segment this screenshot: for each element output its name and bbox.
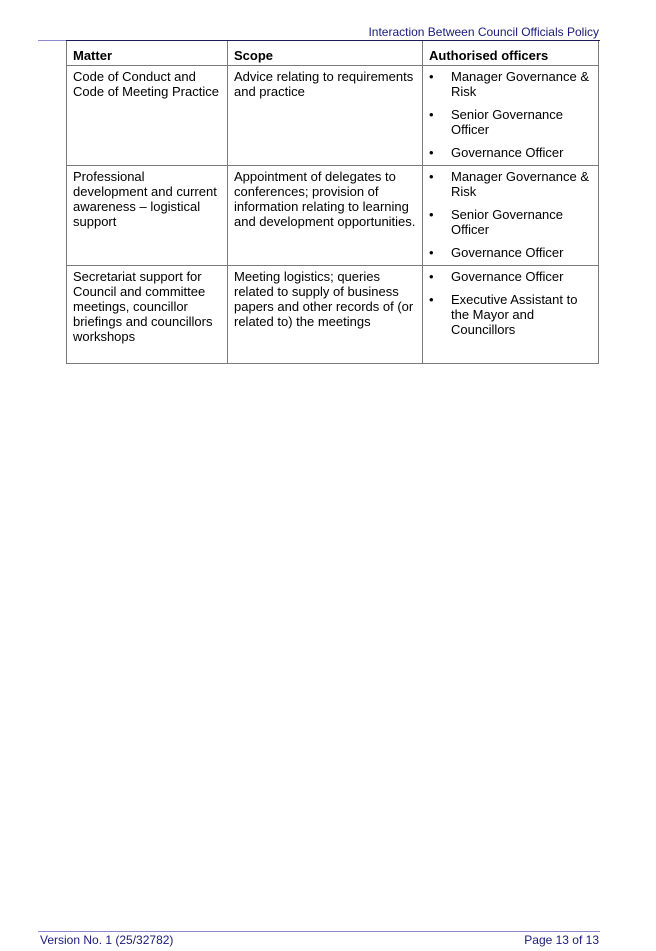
bullet-icon: • (429, 292, 434, 307)
column-header-matter: Matter (67, 41, 228, 66)
footer-version: Version No. 1 (25/32782) (40, 933, 174, 947)
list-item: • Governance Officer (429, 245, 564, 260)
bullet-icon: • (429, 145, 434, 160)
cell-matter: Secretariat support for Council and committee meetings, councillor briefings and councillors workshops (67, 266, 228, 364)
cell-officers (423, 66, 599, 166)
list-item: • Manager Governance & Risk (429, 169, 590, 199)
table-row (67, 66, 599, 166)
list-item: • Governance Officer (429, 269, 564, 284)
list-item: • Senior Governance Officer (429, 107, 564, 137)
officers-list (429, 269, 592, 337)
cell-matter: Professional development and current awareness – logistical support (67, 166, 228, 266)
cell-scope: Meeting logistics; queries related to supply of business papers and other records of (or related to) the meetings (228, 266, 423, 364)
officers-list (429, 169, 592, 260)
bullet-icon: • (429, 207, 434, 222)
bullet-icon: • (429, 169, 434, 184)
list-item: • Executive Assistant to the Mayor and Councillors (429, 292, 578, 337)
cell-scope: Advice relating to requirements and practice (228, 66, 423, 166)
bullet-icon: • (429, 245, 434, 260)
column-header-scope: Scope (228, 41, 423, 66)
cell-officers (423, 166, 599, 266)
cell-officers (423, 266, 599, 364)
footer-rule (38, 931, 600, 932)
footer-page-number: Page 13 of 13 (524, 933, 599, 947)
cell-matter: Code of Conduct and Code of Meeting Practice (67, 66, 228, 166)
authorised-officers-table (66, 41, 599, 364)
table-header-row (67, 41, 599, 66)
officers-list (429, 69, 592, 160)
bullet-icon: • (429, 269, 434, 284)
document-header-title: Interaction Between Council Officials Policy (368, 25, 599, 39)
bullet-icon: • (429, 69, 434, 84)
cell-scope: Appointment of delegates to conferences; provision of information relating to learning and development opportunities. (228, 166, 423, 266)
bullet-icon: • (429, 107, 434, 122)
column-header-authorised-officers: Authorised officers (423, 41, 599, 66)
list-item: • Manager Governance & Risk (429, 69, 590, 99)
table-row (67, 166, 599, 266)
table-row (67, 266, 599, 364)
list-item: • Governance Officer (429, 145, 564, 160)
list-item: • Senior Governance Officer (429, 207, 564, 237)
